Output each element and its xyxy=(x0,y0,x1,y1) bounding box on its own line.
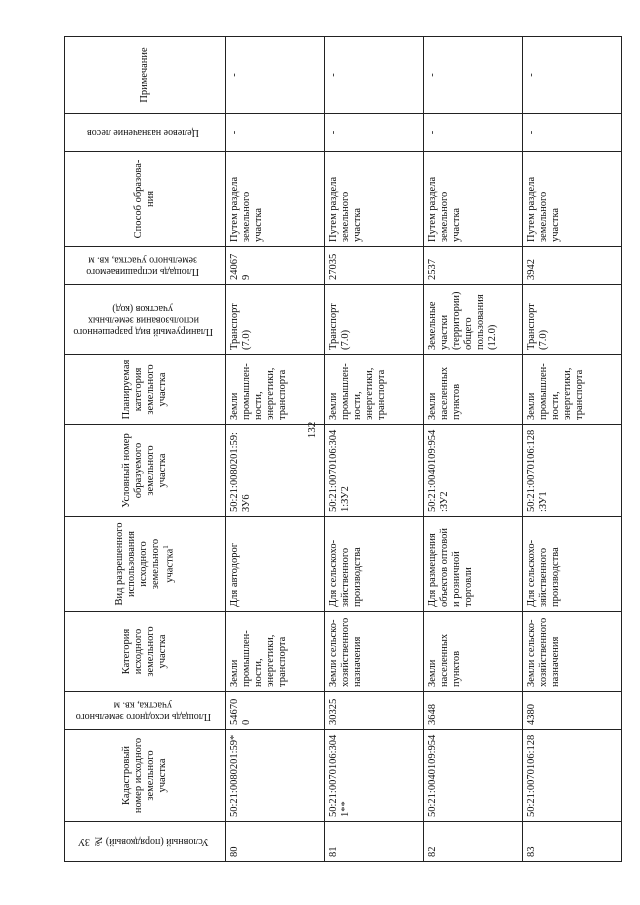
header-cell-new-cad: Условный номер образуемого земельного участка xyxy=(65,425,226,517)
cell-plan-cat: Земли промышленности, энергетики, транспорта xyxy=(226,355,325,425)
rotated-table-container xyxy=(64,37,613,862)
cell-method: Путем раздела земельного участка xyxy=(523,152,622,247)
cell-note: - xyxy=(523,37,622,114)
cell-note: - xyxy=(325,37,424,114)
table-row xyxy=(325,37,424,862)
header-cell-plan-use: Планируемый вид разрешенного использования земельных участков (код) xyxy=(65,285,226,355)
cell-use: Для размещения объектов оптовой и розничной торговли xyxy=(424,517,523,612)
page-number: 132 xyxy=(306,421,318,439)
cell-forest: - xyxy=(325,114,424,152)
cell-num: 80 xyxy=(226,822,325,862)
cell-plan-cat: Земли промышленности, энергетики, транспорта xyxy=(523,355,622,425)
cell-cad: 50:21:0070106:128 xyxy=(523,730,622,822)
header-cell-forest: Целевое назначение лесов xyxy=(65,114,226,152)
cell-new-cad: 50:21:0080201:59:ЗУ6 xyxy=(226,425,325,517)
cell-plan-cat: Земли населенных пунктов xyxy=(424,355,523,425)
cell-use: Для сельскохозяйственного производства xyxy=(325,517,424,612)
cell-use: Для сельскохозяйственного производства xyxy=(523,517,622,612)
cell-plan-use: Транспорт (7.0) xyxy=(226,285,325,355)
cell-num: 82 xyxy=(424,822,523,862)
header-cell-category: Категория исходного земельного участка xyxy=(65,612,226,692)
cell-cad: 50:21:0080201:59* xyxy=(226,730,325,822)
cell-category: Земли сельскохозяйственного назначения xyxy=(325,612,424,692)
cell-area: 27035 xyxy=(325,247,424,285)
table-header-row xyxy=(65,37,226,862)
cell-new-cad: 50:21:0070106:128:ЗУ1 xyxy=(523,425,622,517)
cell-category: Земли сельскохозяйственного назначения xyxy=(523,612,622,692)
cell-src-area: 3648 xyxy=(424,692,523,730)
cell-src-area: 4380 xyxy=(523,692,622,730)
table-row xyxy=(424,37,523,862)
cell-new-cad: 50:21:0040109:954:ЗУ2 xyxy=(424,425,523,517)
land-plots-table xyxy=(64,36,622,862)
cell-category: Земли населенных пунктов xyxy=(424,612,523,692)
header-cell-note: Примечание xyxy=(65,37,226,114)
header-cell-cad: Кадастровый номер исходного земельного участка xyxy=(65,730,226,822)
cell-plan-use: Транспорт (7.0) xyxy=(325,285,424,355)
cell-src-area: 546700 xyxy=(226,692,325,730)
cell-plan-cat: Земли промышленности, энергетики, транспорта xyxy=(325,355,424,425)
header-cell-use: Вид разрешенного использования исходного земельного участка$^1$ xyxy=(65,517,226,612)
table-row xyxy=(523,37,622,862)
cell-forest: - xyxy=(226,114,325,152)
cell-forest: - xyxy=(523,114,622,152)
cell-note: - xyxy=(424,37,523,114)
cell-cad: 50:21:0070106:3041** xyxy=(325,730,424,822)
table-row xyxy=(226,37,325,862)
header-cell-area: Площадь испрашиваемого земельного участка, кв. м xyxy=(65,247,226,285)
cell-area: 240679 xyxy=(226,247,325,285)
cell-plan-use: Земельные участки (территории) общего пользования (12.0) xyxy=(424,285,523,355)
header-cell-num: Условный (порядковый) № ЗУ xyxy=(65,822,226,862)
cell-num: 83 xyxy=(523,822,622,862)
cell-src-area: 30325 xyxy=(325,692,424,730)
cell-category: Земли промышленности, энергетики, транспорта xyxy=(226,612,325,692)
header-cell-plan-cat: Планируемая категория земельного участка xyxy=(65,355,226,425)
cell-forest: - xyxy=(424,114,523,152)
cell-cad: 50:21:0040109:954 xyxy=(424,730,523,822)
cell-note: - xyxy=(226,37,325,114)
header-cell-method: Способ образования xyxy=(65,152,226,247)
cell-use: Для автодорог xyxy=(226,517,325,612)
cell-area: 2537 xyxy=(424,247,523,285)
cell-method: Путем раздела земельного участка xyxy=(424,152,523,247)
cell-num: 81 xyxy=(325,822,424,862)
cell-method: Путем раздела земельного участка xyxy=(226,152,325,247)
cell-new-cad: 50:21:0070106:3041:ЗУ2 xyxy=(325,425,424,517)
header-footnote-mark: 1 xyxy=(161,545,170,549)
cell-plan-use: Транспорт (7.0) xyxy=(523,285,622,355)
cell-area: 3942 xyxy=(523,247,622,285)
header-cell-src-area: Площадь исходного земельного участка, кв. м xyxy=(65,692,226,730)
cell-method: Путем раздела земельного участка xyxy=(325,152,424,247)
